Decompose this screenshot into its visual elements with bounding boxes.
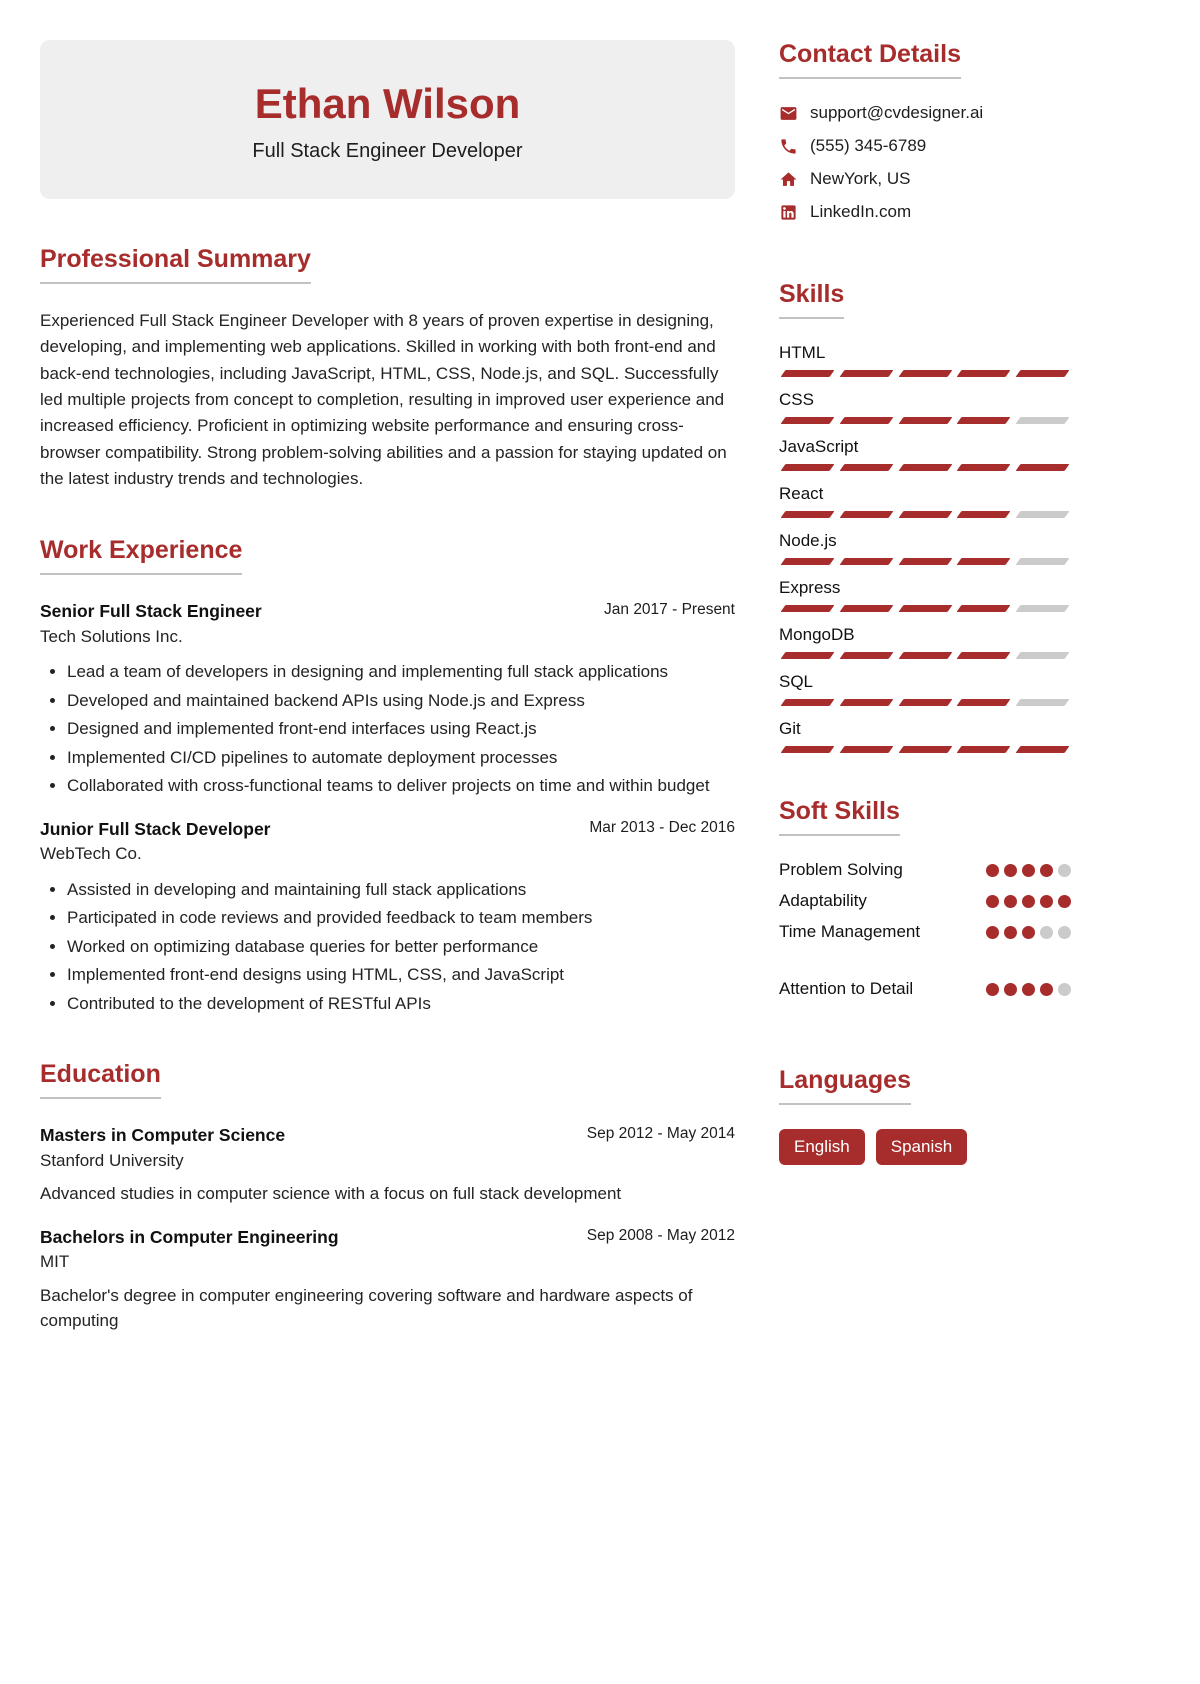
skill-item (779, 625, 1071, 659)
job-bullet-list (40, 659, 735, 799)
soft-skill-dot-filled (1022, 926, 1035, 939)
soft-skill-dot-empty (1040, 926, 1053, 939)
job-bullet: • Developed and maintained backend APIs using Node.js and Express (67, 688, 735, 714)
skill-segment-filled (898, 746, 952, 753)
skill-segment-filled (839, 464, 893, 471)
languages-section (779, 1066, 1071, 1165)
skill-segment-filled (1016, 746, 1070, 753)
soft-skill-dot-filled (1040, 864, 1053, 877)
skill-item (779, 437, 1071, 471)
skill-item (779, 531, 1071, 565)
contact-location: NewYork, US (810, 169, 911, 188)
linkedin-icon (779, 203, 798, 222)
job-bullet: • Participated in code reviews and provided feedback to team members (67, 905, 735, 931)
contact-list (779, 103, 1071, 222)
skill-level-bar (779, 558, 1071, 565)
skill-segment-filled (839, 699, 893, 706)
soft-skill-dot-filled (1040, 895, 1053, 908)
skill-level-bar (779, 746, 1071, 753)
job-bullet: • Assisted in developing and maintaining full stack applications (67, 877, 735, 903)
language-pill: Spanish (876, 1129, 967, 1165)
contact-location-row (779, 169, 1071, 189)
job-entry (40, 599, 735, 799)
skill-label: Express (779, 578, 841, 597)
education-description: Advanced studies in computer science with a focus on full stack development (40, 1184, 622, 1204)
soft-skill-dots (986, 983, 1071, 996)
soft-skill-dot-filled (1058, 895, 1071, 908)
soft-skill-dot-filled (1022, 864, 1035, 877)
job-bullet: • Worked on optimizing database queries for better performance (67, 934, 735, 960)
soft-skill-dot-filled (1004, 983, 1017, 996)
skill-segment-filled (898, 558, 952, 565)
skill-segment-filled (957, 464, 1011, 471)
sidebar-column (779, 40, 1071, 1378)
job-dates: Jan 2017 - Present (604, 601, 735, 619)
education-entry (40, 1225, 735, 1334)
contact-linkedin-row (779, 202, 1071, 222)
contact-heading: Contact Details (779, 40, 961, 79)
job-entry (40, 817, 735, 1017)
soft-skill-dot-filled (1004, 926, 1017, 939)
skill-segment-filled (898, 464, 952, 471)
skill-segment-filled (781, 699, 835, 706)
skill-segment-filled (839, 652, 893, 659)
skill-label: Git (779, 719, 801, 738)
skill-segment-empty (1016, 605, 1070, 612)
skill-segment-filled (957, 511, 1011, 518)
skill-level-bar (779, 699, 1071, 706)
skill-label: SQL (779, 672, 814, 691)
job-bullet: • Implemented front-end designs using HTML, CSS, and JavaScript (67, 962, 735, 988)
contact-phone-row (779, 136, 1071, 156)
skill-level-bar (779, 511, 1071, 518)
skill-label: CSS (779, 390, 814, 409)
contact-phone: (555) 345-6789 (810, 136, 927, 155)
header-card (40, 40, 735, 199)
job-header (40, 817, 735, 867)
soft-skill-dots (986, 895, 1071, 908)
soft-skill-dot-empty (1058, 983, 1071, 996)
phone-icon (779, 137, 798, 156)
soft-skill-dot-filled (1022, 895, 1035, 908)
soft-skill-dot-filled (1004, 864, 1017, 877)
job-company: WebTech Co. (40, 844, 142, 864)
skill-label: Node.js (779, 531, 837, 550)
skill-level-bar (779, 370, 1071, 377)
education-description: Bachelor's degree in computer engineering covering software and hardware aspects of computing (40, 1285, 693, 1331)
soft-skill-dot-empty (1058, 926, 1071, 939)
skills-section (779, 280, 1071, 753)
soft-skill-dot-filled (1040, 983, 1053, 996)
soft-skill-label: Adaptability (779, 891, 867, 910)
job-title: Senior Full Stack Engineer (40, 601, 262, 622)
skills-heading: Skills (779, 280, 844, 319)
skill-segment-filled (781, 464, 835, 471)
soft-skill-item (779, 979, 1071, 999)
job-title-block (40, 817, 270, 867)
skill-segment-filled (839, 746, 893, 753)
soft-skills-section (779, 797, 1071, 1010)
education-degree: Bachelors in Computer Engineering (40, 1226, 339, 1247)
skill-segment-filled (957, 370, 1011, 377)
soft-skill-dot-filled (986, 864, 999, 877)
education-school: MIT (40, 1252, 70, 1272)
skill-segment-filled (839, 370, 893, 377)
job-title-block (40, 599, 262, 649)
skill-item (779, 390, 1071, 424)
skill-item (779, 343, 1071, 377)
soft-skill-item (779, 860, 1071, 880)
skill-segment-filled (957, 558, 1011, 565)
skill-segment-filled (957, 699, 1011, 706)
skill-segment-filled (781, 746, 835, 753)
job-bullet: • Collaborated with cross-functional teams to deliver projects on time and within budget (67, 773, 735, 799)
skill-segment-empty (1016, 417, 1070, 424)
skill-segment-filled (839, 558, 893, 565)
education-heading: Education (40, 1060, 161, 1099)
job-bullet: • Contributed to the development of RESTful APIs (67, 991, 735, 1017)
contact-email-row (779, 103, 1071, 123)
languages-heading: Languages (779, 1066, 911, 1105)
work-section (40, 536, 735, 1016)
skill-segment-filled (898, 699, 952, 706)
summary-section (40, 245, 735, 492)
soft-skill-item (779, 891, 1071, 911)
soft-skill-label: Attention to Detail (779, 979, 914, 998)
education-title-block (40, 1123, 285, 1173)
soft-skill-dot-filled (1022, 983, 1035, 996)
skill-segment-filled (898, 511, 952, 518)
soft-skill-label: Problem Solving (779, 860, 903, 879)
job-bullet-list (40, 877, 735, 1017)
skill-label: JavaScript (779, 437, 859, 456)
soft-skill-dot-filled (1004, 895, 1017, 908)
skill-segment-filled (898, 370, 952, 377)
email-icon (779, 104, 798, 123)
job-dates: Mar 2013 - Dec 2016 (589, 818, 735, 836)
person-name: Ethan Wilson (254, 80, 521, 127)
soft-skill-dot-filled (986, 895, 999, 908)
soft-skill-dot-filled (986, 926, 999, 939)
soft-skills-list (779, 860, 1071, 1010)
skill-segment-filled (898, 652, 952, 659)
skill-segment-filled (781, 370, 835, 377)
language-pill: English (779, 1129, 865, 1165)
education-entry (40, 1123, 735, 1207)
skill-level-bar (779, 605, 1071, 612)
skill-item (779, 719, 1071, 753)
education-dates: Sep 2008 - May 2012 (586, 1226, 735, 1244)
skill-segment-filled (898, 605, 952, 612)
skill-segment-filled (957, 746, 1011, 753)
skill-segment-filled (781, 558, 835, 565)
soft-skills-heading: Soft Skills (779, 797, 900, 836)
contact-linkedin: LinkedIn.com (810, 202, 912, 221)
soft-skill-label: Time Management (779, 922, 921, 941)
skill-item (779, 484, 1071, 518)
job-company: Tech Solutions Inc. (40, 626, 183, 646)
skill-segment-empty (1016, 511, 1070, 518)
soft-skill-dot-empty (1058, 864, 1071, 877)
languages-list (779, 1129, 1071, 1165)
skill-segment-filled (1016, 370, 1070, 377)
skill-segment-filled (839, 511, 893, 518)
job-bullet: • Implemented CI/CD pipelines to automate deployment processes (67, 745, 735, 771)
soft-skill-dots (986, 864, 1071, 877)
skill-segment-filled (957, 605, 1011, 612)
skill-label: React (779, 484, 824, 503)
education-section (40, 1060, 735, 1334)
contact-email: support@cvdesigner.ai (810, 103, 984, 122)
education-header (40, 1123, 735, 1173)
job-header (40, 599, 735, 649)
job-title: Junior Full Stack Developer (40, 818, 271, 839)
soft-skill-item (779, 922, 1071, 942)
contact-section (779, 40, 1071, 222)
skill-segment-empty (1016, 558, 1070, 565)
soft-skill-dot-filled (986, 983, 999, 996)
skill-segment-filled (781, 511, 835, 518)
person-title: Full Stack Engineer Developer (252, 140, 523, 162)
skill-level-bar (779, 652, 1071, 659)
job-bullet: • Designed and implemented front-end interfaces using React.js (67, 716, 735, 742)
home-icon (779, 170, 798, 189)
education-title-block (40, 1225, 339, 1275)
main-column (40, 40, 735, 1378)
education-school: Stanford University (40, 1150, 184, 1170)
skill-item (779, 672, 1071, 706)
skill-item (779, 578, 1071, 612)
summary-heading: Professional Summary (40, 245, 311, 284)
skill-segment-filled (781, 652, 835, 659)
skill-segment-empty (1016, 699, 1070, 706)
summary-text: Experienced Full Stack Engineer Developer with 8 years of proven expertise in designing, developing, and implementing web applications. Skilled in working with both front-end and back-end technologies, including JavaScript, HTML, CSS, Node.js, and SQL. Successfully led multiple projects from concept to completion, resulting in improved user experience and increased efficiency. Proficient in optimizing website performance and ensuring cross-browser compatibility. Strong problem-solving abilities and a passion for staying updated on the latest industry trends and technologies. (40, 311, 727, 489)
skill-segment-empty (1016, 652, 1070, 659)
skill-segment-filled (781, 417, 835, 424)
skill-segment-filled (898, 417, 952, 424)
skill-segment-filled (1016, 464, 1070, 471)
skill-level-bar (779, 464, 1071, 471)
skill-label: HTML (779, 343, 826, 362)
soft-skill-dots (986, 926, 1071, 939)
skill-segment-filled (839, 417, 893, 424)
skills-list (779, 343, 1071, 753)
skill-segment-filled (957, 652, 1011, 659)
education-dates: Sep 2012 - May 2014 (586, 1125, 735, 1143)
work-heading: Work Experience (40, 536, 242, 575)
skill-level-bar (779, 417, 1071, 424)
skill-segment-filled (957, 417, 1011, 424)
skill-label: MongoDB (779, 625, 855, 644)
education-degree: Masters in Computer Science (40, 1125, 286, 1146)
skill-segment-filled (781, 605, 835, 612)
skill-segment-filled (839, 605, 893, 612)
education-header (40, 1225, 735, 1275)
job-bullet: • Lead a team of developers in designing and implementing full stack applications (67, 659, 735, 685)
